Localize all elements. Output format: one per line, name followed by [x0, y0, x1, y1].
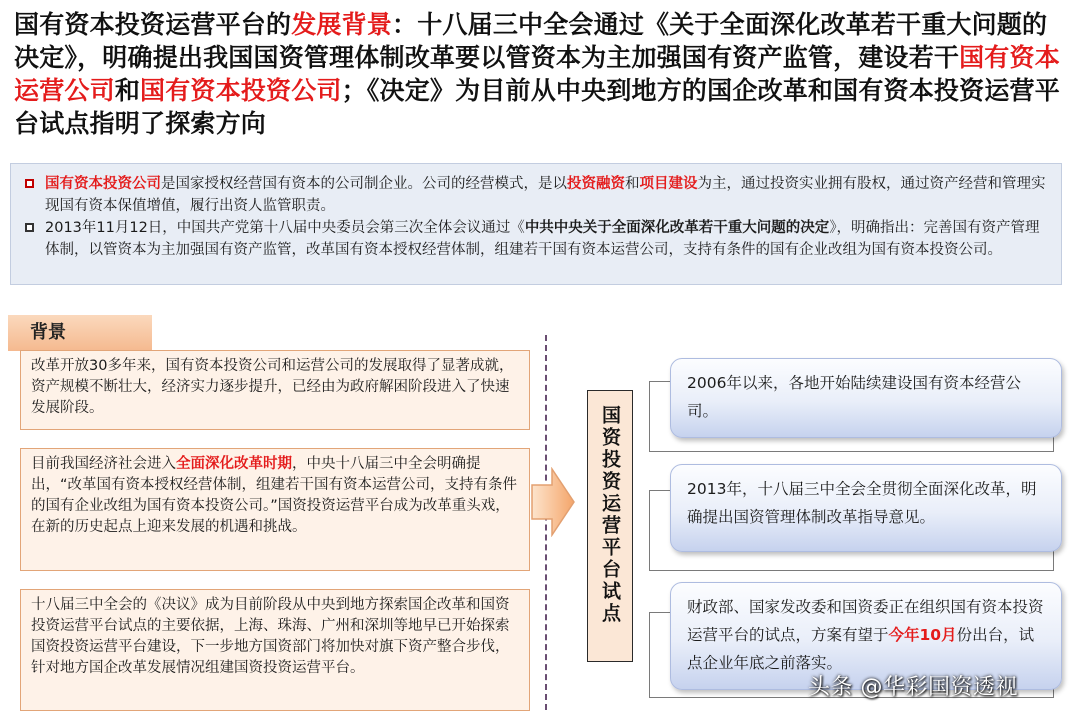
- title-text: 国有资本投资运营平台的: [14, 10, 292, 39]
- box-text: 财政部、国家发改委和国资委正在组织国有资本投资运营平台的试点，方案有望于: [687, 598, 1044, 644]
- info-highlight: 投资融资: [567, 176, 625, 192]
- info-bold: 中共中央关于全面深化改革若干重大问题的决定: [524, 220, 830, 236]
- background-box-2: [20, 448, 530, 571]
- box-text: ，中央十八届三中全会明确提出，“改革国有资本授权经营体制，组建若干国有资本运营公司，支持有条件的国有企业改组为国有资本投资公司。”国资投资运营平台成为改革重头戏，在新的历史起点上迎来发展的机遇和挑战。: [31, 456, 518, 535]
- box-highlight: 全面深化改革时期: [176, 456, 292, 472]
- title-highlight-background: 发展背景: [291, 10, 393, 39]
- title-text: ；《决定》为目前从中央到地方的国企改革和国有资本投资运营平台试点指明了探索方向: [14, 76, 1060, 138]
- timeline-box-1: 2006年以来，各地开始陆续建设国有资本经营公司。: [670, 358, 1062, 438]
- info-bullet-1: [25, 173, 1051, 217]
- box-highlight: 今年10月: [888, 626, 957, 644]
- checkbox-bullet-icon: [25, 179, 34, 188]
- page-title: [14, 8, 1064, 140]
- title-text: ：十八届三中全会通过《关于全面深化改革若干重大问题的决定》，明确提出我国国资管理体制改革要以管资本为主加强国有资产监管，建设若干: [14, 10, 1048, 72]
- info-text: 》，明确指出：完善国有资产管理体制，以管资本为主加强国有资产监管，改革国有资本授权经营体制，组建若干国有资本运营公司，支持有条件的国有企业改组为国有资本投资公司。: [45, 220, 1040, 258]
- info-highlight: 项目建设: [639, 176, 698, 192]
- title-highlight-investment-company: 国有资本投资公司: [140, 76, 342, 105]
- info-bullet-2: [25, 217, 1051, 261]
- info-panel: [10, 163, 1062, 285]
- box-text: 份出台，试点企业年底之前落实。: [687, 626, 1035, 672]
- title-text: 和: [114, 76, 141, 105]
- title-highlight-operating-company: 国有资本运营公司: [14, 43, 1060, 105]
- pilot-platform-label: 国资投资运营平台试点: [599, 405, 621, 625]
- right-arrow-icon: [530, 467, 576, 537]
- info-text: 是国家授权经营国有资本的公司制企业。公司的经营模式，是以: [161, 176, 567, 192]
- info-text: 和: [625, 176, 640, 192]
- info-text: 2013年11月12日，中国共产党第十八届中央委员会第三次全体会议通过《: [45, 220, 525, 236]
- box-text: 目前我国经济社会进入: [31, 456, 176, 472]
- info-highlight: 国有资本投资公司: [45, 176, 161, 192]
- background-tag: 背景: [8, 315, 152, 351]
- background-box-1: 改革开放30多年来，国有资本投资公司和运营公司的发展取得了显著成就，资产规模不断壮大，经济实力逐步提升，已经由为政府解困阶段进入了快速发展阶段。: [20, 350, 530, 430]
- info-text: 为主，通过投资实业拥有股权，通过资产经营和管理实现国有资本保值增值，履行出资人监管职责。: [45, 176, 1046, 214]
- timeline-box-2: 2013年，十八届三中全会全贯彻全面深化改革，明确提出国资管理体制改革指导意见。: [670, 464, 1062, 552]
- background-box-3: 十八届三中全会的《决议》成为目前阶段从中央到地方探索国企改革和国资投资运营平台试点的主要依据，上海、珠海、广州和深圳等地早已开始探索国资投资运营平台建设，下一步地方国资部门将加快对旗下资产整合步伐，针对地方国企改革发展情况组建国资投资运营平台。: [20, 589, 530, 711]
- pilot-platform-label-box: [587, 390, 633, 662]
- watermark: 头条 @华彩国资透视: [808, 675, 1018, 700]
- checkbox-bullet-icon: [25, 223, 34, 232]
